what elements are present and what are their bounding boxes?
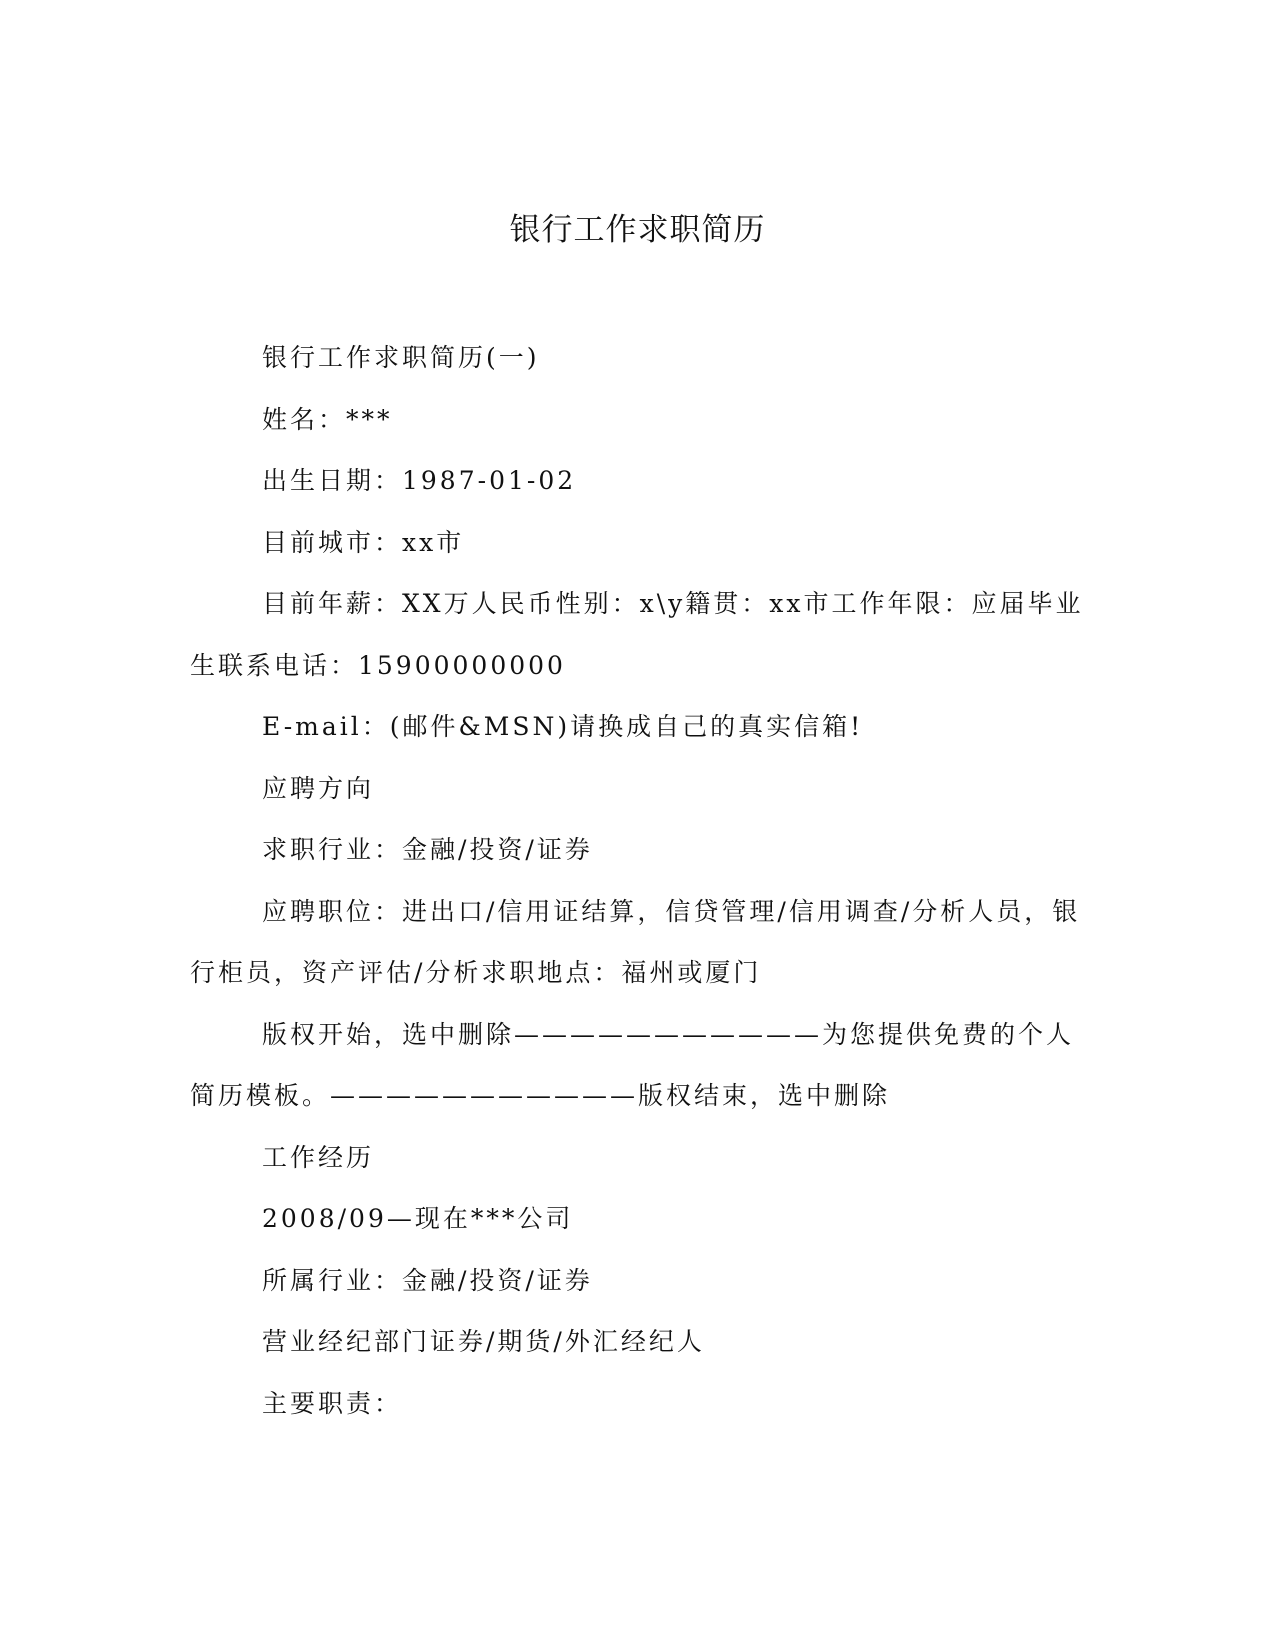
- paragraph-department: 营业经纪部门证券/期货/外汇经纪人: [262, 1327, 705, 1356]
- paragraph-work-industry: 所属行业：金融/投资/证券: [262, 1265, 593, 1295]
- paragraph-email: E-mail：(邮件&MSN)请换成自己的真实信箱!: [262, 712, 864, 741]
- paragraph-resume-heading: 银行工作求职简历(一): [262, 343, 540, 372]
- paragraph-main-duties: 主要职责：: [262, 1388, 403, 1418]
- document-body: [190, 327, 1085, 1434]
- paragraph-current-city: 目前城市：xx市: [262, 527, 465, 557]
- paragraph-birth-date: 出生日期：1987-01-02: [262, 466, 577, 495]
- paragraph-position: 应聘职位：进出口/信用证结算，信贷管理/信用调查/分析人员，银行柜员，资产评估/分析求职地点：福州或厦门: [190, 896, 1081, 987]
- paragraph-application-direction: 应聘方向: [262, 773, 375, 803]
- paragraph-work-period: 2008/09—现在***公司: [262, 1204, 574, 1233]
- document-title: 银行工作求职简历: [509, 212, 766, 248]
- paragraph-industry: 求职行业：金融/投资/证券: [262, 835, 593, 864]
- paragraph-copyright: 版权开始，选中删除———————————为您提供免费的个人简历模板。———————————版权结束，选中删除: [190, 1019, 1075, 1110]
- paragraph-work-experience: 工作经历: [262, 1142, 375, 1172]
- paragraph-name: 姓名：***: [262, 404, 393, 434]
- paragraph-salary-gender-hometown: 目前年薪：XX万人民币性别：x\y籍贯：xx市工作年限：应届毕业生联系电话：15900000000: [190, 589, 1084, 680]
